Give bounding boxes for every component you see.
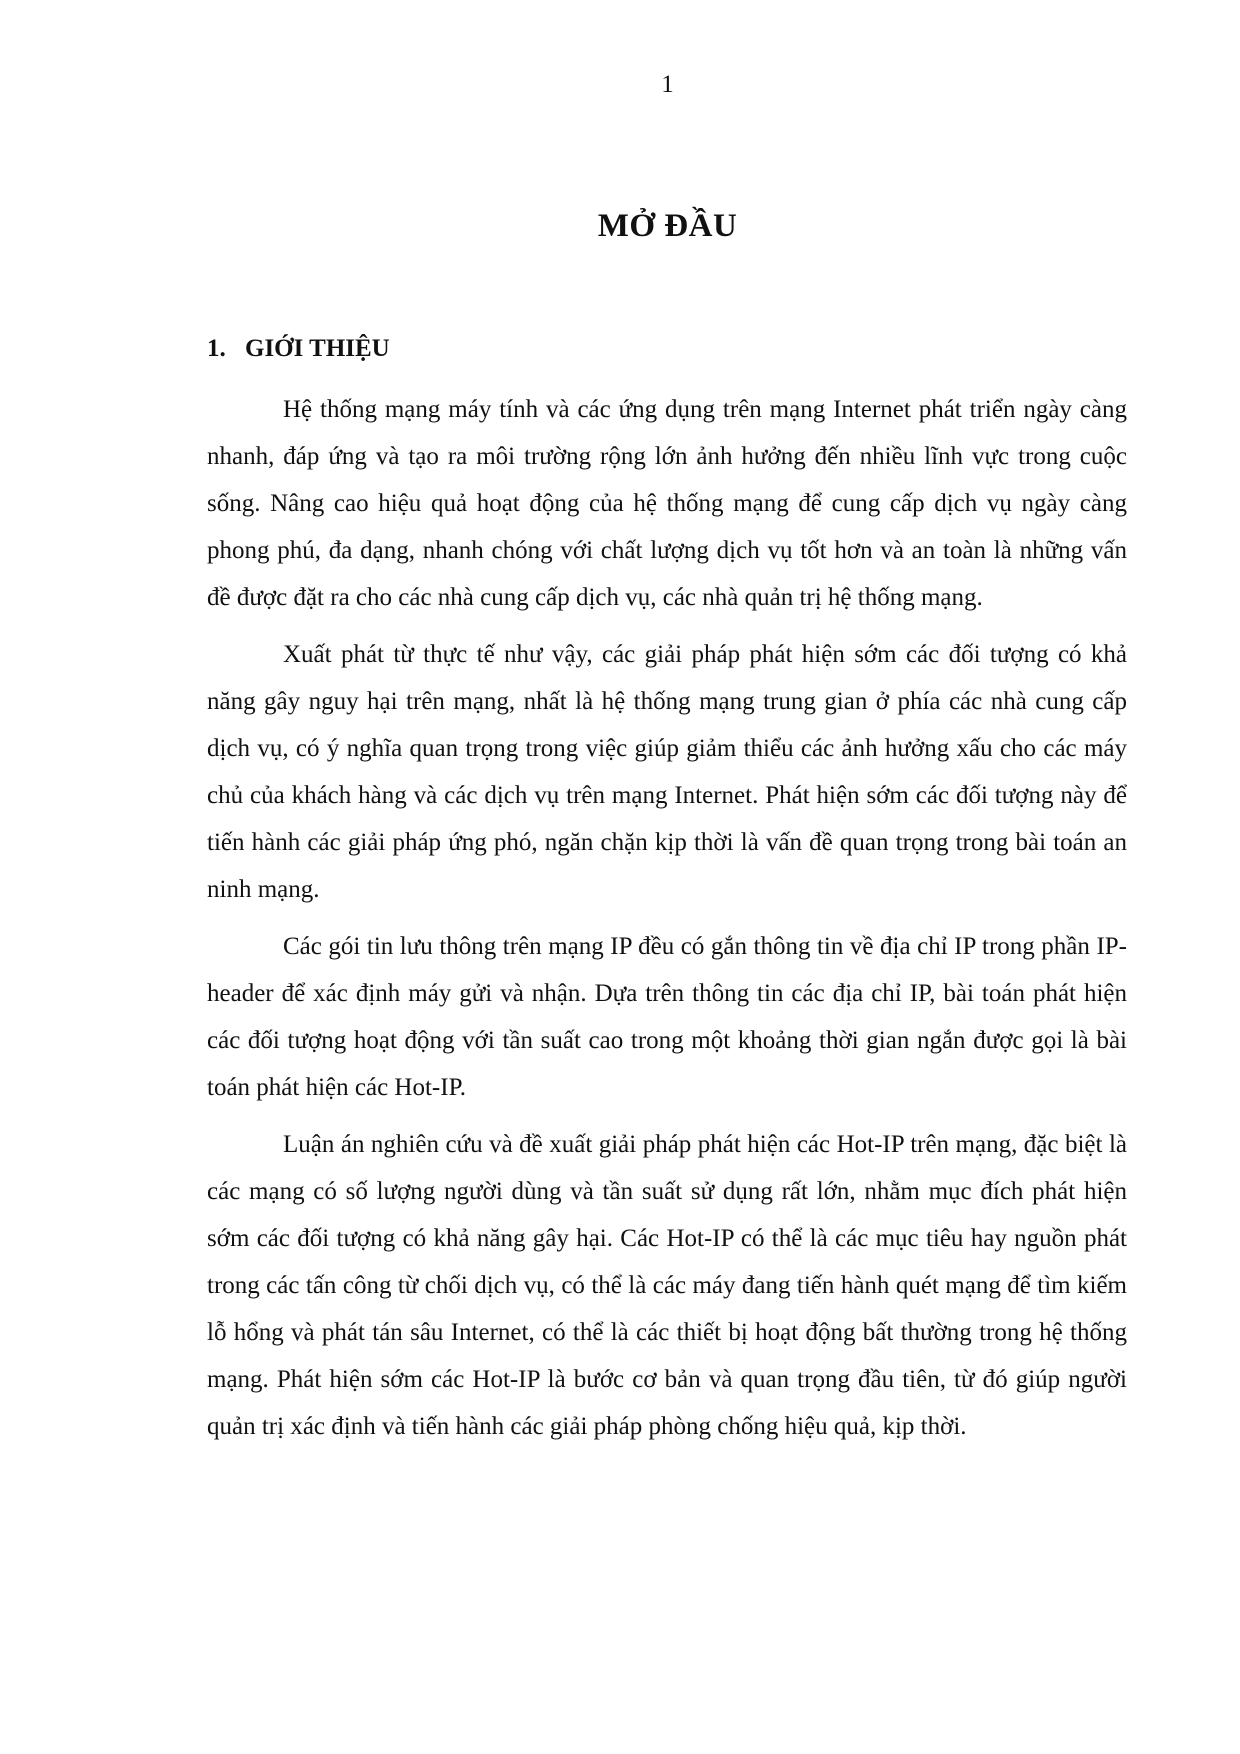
paragraph: Xuất phát từ thực tế như vậy, các giải pháp phát hiện sớm các đối tượng có khả năng gây nguy hại trên mạng, nhất là hệ thống mạng trung gian ở phía các nhà cung cấp dịch vụ, có ý nghĩa quan trọng trong việc giúp giảm thiểu các ảnh hưởng xấu cho các máy chủ của khách hàng và các dịch vụ trên mạng Internet. Phát hiện sớm các đối tượng này để tiến hành các giải pháp ứng phó, ngăn chặn kịp thời là vấn đề quan trọng trong bài toán an ninh mạng. xyxy=(207,641,1127,903)
section-heading xyxy=(207,333,390,365)
section-title: GIỚI THIỆU xyxy=(245,335,390,362)
paragraph: Các gói tin lưu thông trên mạng IP đều có gắn thông tin về địa chỉ IP trong phần IP-header để xác định máy gửi và nhận. Dựa trên thông tin các địa chỉ IP, bài toán phát hiện các đối tượng hoạt động với tần suất cao trong một khoảng thời gian ngắn được gọi là bài toán phát hiện các Hot-IP. xyxy=(207,933,1127,1101)
paragraph: Hệ thống mạng máy tính và các ứng dụng trên mạng Internet phát triển ngày càng nhanh, đáp ứng và tạo ra môi trường rộng lớn ảnh hưởng đến nhiều lĩnh vực trong cuộc sống. Nâng cao hiệu quả hoạt động của hệ thống mạng để cung cấp dịch vụ ngày càng phong phú, đa dạng, nhanh chóng với chất lượng dịch vụ tốt hơn và an toàn là những vấn đề được đặt ra cho các nhà cung cấp dịch vụ, các nhà quản trị hệ thống mạng. xyxy=(207,396,1127,611)
body-text xyxy=(207,386,1127,1460)
page-number: 1 xyxy=(661,71,674,98)
section-number: 1. xyxy=(207,335,226,362)
chapter-title: MỞ ĐẦU xyxy=(597,208,738,244)
paragraph: Luận án nghiên cứu và đề xuất giải pháp phát hiện các Hot-IP trên mạng, đặc biệt là các mạng có số lượng người dùng và tần suất sử dụng rất lớn, nhằm mục đích phát hiện sớm các đối tượng có khả năng gây hại. Các Hot-IP có thể là các mục tiêu hay nguồn phát trong các tấn công từ chối dịch vụ, có thể là các máy đang tiến hành quét mạng để tìm kiếm lỗ hổng và phát tán sâu Internet, có thể là các thiết bị hoạt động bất thường trong hệ thống mạng. Phát hiện sớm các Hot-IP là bước cơ bản và quan trọng đầu tiên, từ đó giúp người quản trị xác định và tiến hành các giải pháp phòng chống hiệu quả, kịp thời. xyxy=(207,1131,1127,1440)
